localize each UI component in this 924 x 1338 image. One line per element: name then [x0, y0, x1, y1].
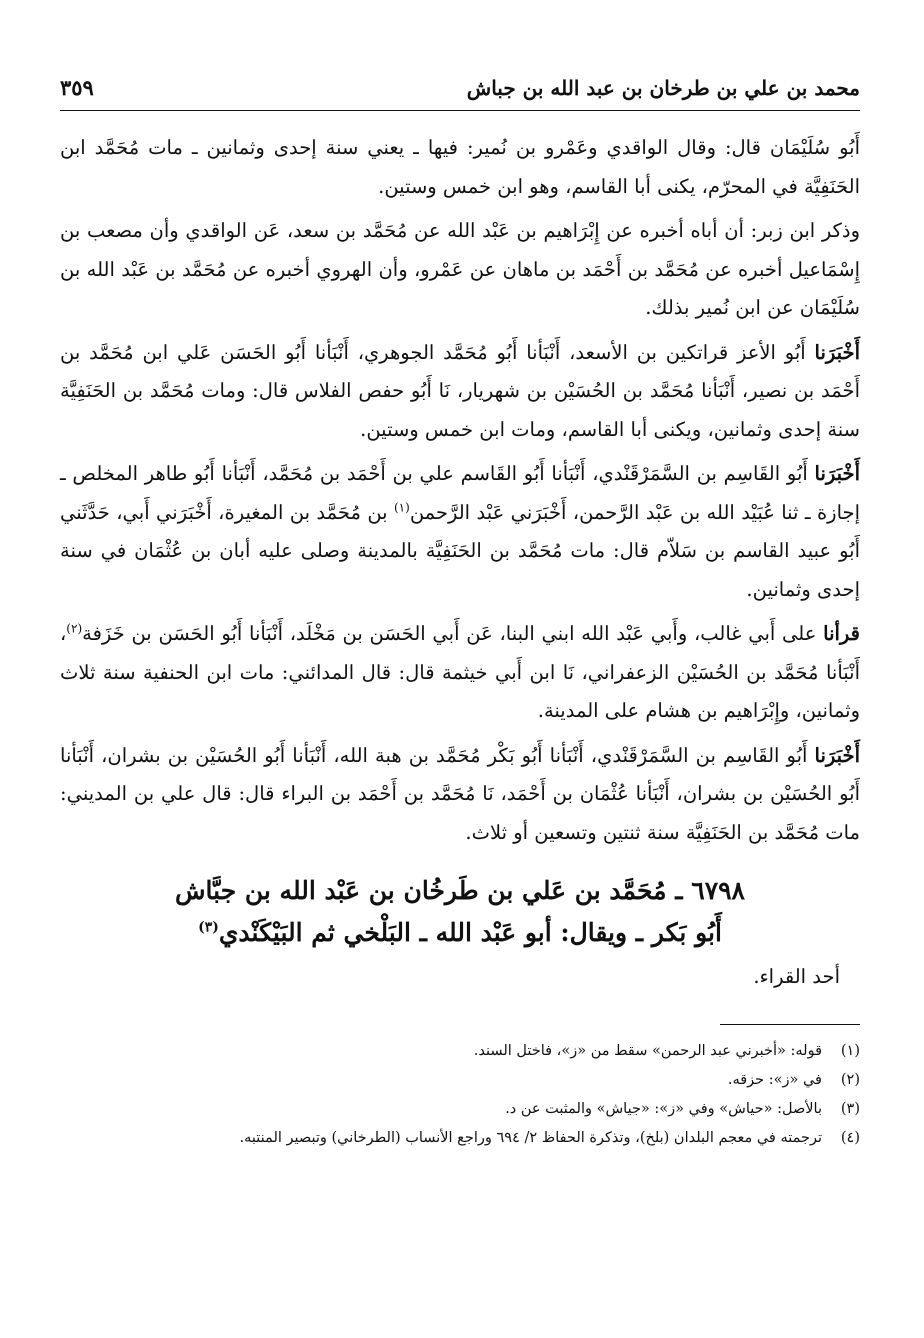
entry-heading-line1: ٦٧٩٨ ـ مُحَمَّد بن عَلي بن طَرخُان بن عَبْد الله بن جبَّاش — [175, 876, 745, 905]
footnote-ref: (١) — [393, 500, 410, 514]
document-page — [60, 60, 860, 1300]
footnote-divider — [720, 1024, 860, 1025]
page-number: ٣٥٩ — [60, 75, 94, 100]
footnote-ref: (٢) — [66, 621, 83, 636]
entry-description: أحد القراء. — [753, 965, 840, 988]
paragraph: أَبُو سُلَيْمَان قال: وقال الواقدي وعَمْرو بن نُمير: فيها ـ يعني سنة إحدى وثمانين ـ مات مُحَمَّد ابن الحَنَفِيَّة في المحرّم، يكنى أبا القاسم، وهو ابن خمس وستين. — [60, 136, 860, 198]
entry-heading-line2: أَبُو بَكر ـ ويقال: أبو عَبْد الله ـ البَلْخي ثم البَيْكَنْدي$^{(٣)}$ — [198, 918, 722, 947]
footnote-ref: (٣) — [198, 919, 219, 936]
lead-word: أَخْبَرَنا — [814, 340, 860, 364]
lead-word: أَخْبَرَنا — [814, 743, 860, 767]
footnote: (٢) في «ز»: حزقه. — [727, 1072, 860, 1088]
paragraph: أَخْبَرَنا أَبُو الأعز قراتكين بن الأسعد، أَنْبَأنا أَبُو مُحَمَّد الجوهري، أَنْبَأنا أَبُو الحَسَن عَلي ابن مُحَمَّد بن أَحْمَد بن نصير، أَنْبَأنا مُحَمَّد بن الحُسَيْن بن شهريار، نَا أَبُو حفص الفلاس قال: ومات مُحَمَّد بن الحَنَفِيَّة سنة إحدى وثمانين، ويكنى أبا القاسم، ومات ابن خمس وستين. — [60, 340, 860, 441]
footnote: (١) قوله: «أخبرني عبد الرحمن» سقط من «ز»، فاختل السند. — [473, 1043, 860, 1059]
paragraph: قرأنا على أَبي غالب، وأَبي عَبْد الله ابني البنا، عَن أَبي الحَسَن بن مَخْلَد، أَنْبَأنا أَبُو الحَسَن بن خَزَفة$^{(٢)}$، أَنْبَأنا مُحَمَّد بن الحُسَيْن الزعفراني، نَا ابن أَبي خيثمة قال: قال المدائني: مات ابن الحنفية سنة ثلاث وثمانين، وإِبْرَاهيم بن هشام على المدينة. — [60, 621, 860, 722]
paragraph: أَخْبَرَنا أَبُو القَاسِم بن السَّمَرْقَنْدي، أَنْبَأنا أَبُو بَكْر مُحَمَّد بن هبة الله، أَنْبَأنا أَبُو الحُسَيْن بن بشران، أَنْبَأنا أَبُو الحُسَيْن بن بشران، أَنْبَأنا عُثْمَان بن أَحْمَد، نَا مُحَمَّد بن أَحْمَد بن البراء قال: قال علي بن المديني: مات مُحَمَّد بن الحَنَفِيَّة سنة ثنتين وتسعين أو ثلاث. — [60, 743, 860, 844]
footnotes — [60, 1037, 860, 1153]
running-header — [60, 60, 860, 111]
paragraph: وذكر ابن زبر: أن أباه أخبره عن إِبْرَاهيم بن عَبْد الله عن مُحَمَّد بن سعد، عَن الواقدي وأن مصعب بن إِسْمَاعيل أخبره عن مُحَمَّد بن أَحْمَد بن ماهان عن عَمْرو، وأن الهروي أخبره عن مُحَمَّد بن عَبْد الله بن سُلَيْمَان عن ابن نُمير بذلك. — [60, 219, 860, 319]
lead-word: أَخْبَرَنا — [814, 462, 860, 485]
footnote: (٣) بالأصل: «حياش» وفي «ز»: «جياش» والمثبت عن د. — [505, 1101, 860, 1117]
footnote: (٤) ترجمته في معجم البلدان (بلخ)، وتذكرة الحفاظ ٢/ ٦٩٤ وراجع الأنساب (الطرخاني) وتبصير المنتبه. — [239, 1130, 860, 1146]
paragraph: أَخْبَرَنا أَبُو القَاسِم بن السَّمَرْقَنْدي، أَنْبَأنا أَبُو القَاسم علي بن أَحْمَد بن مُحَمَّد، أَنْبَأنا أَبُو طاهر المخلص ـ إجازة ـ ثنا عُبَيْد الله بن عَبْد الرَّحمن، أَخْبَرَني عَبْد الرَّحمن$^{(١)}$ بن مُحَمَّد بن المغيرة، أَخْبَرَني أَبي، حَدَّثَني أَبُو عبيد القاسم بن سَلاّم قال: مات مُحَمَّد بن الحَنَفِيَّة بالمدينة وصلى عليه أبان بن عُثْمَان في سنة إحدى وثمانين. — [60, 462, 860, 601]
running-title: محمد بن علي بن طرخان بن عبد الله بن جباش — [466, 76, 860, 100]
main-text — [60, 129, 860, 996]
entry-heading — [60, 870, 860, 954]
lead-word: قرأنا — [823, 622, 860, 645]
